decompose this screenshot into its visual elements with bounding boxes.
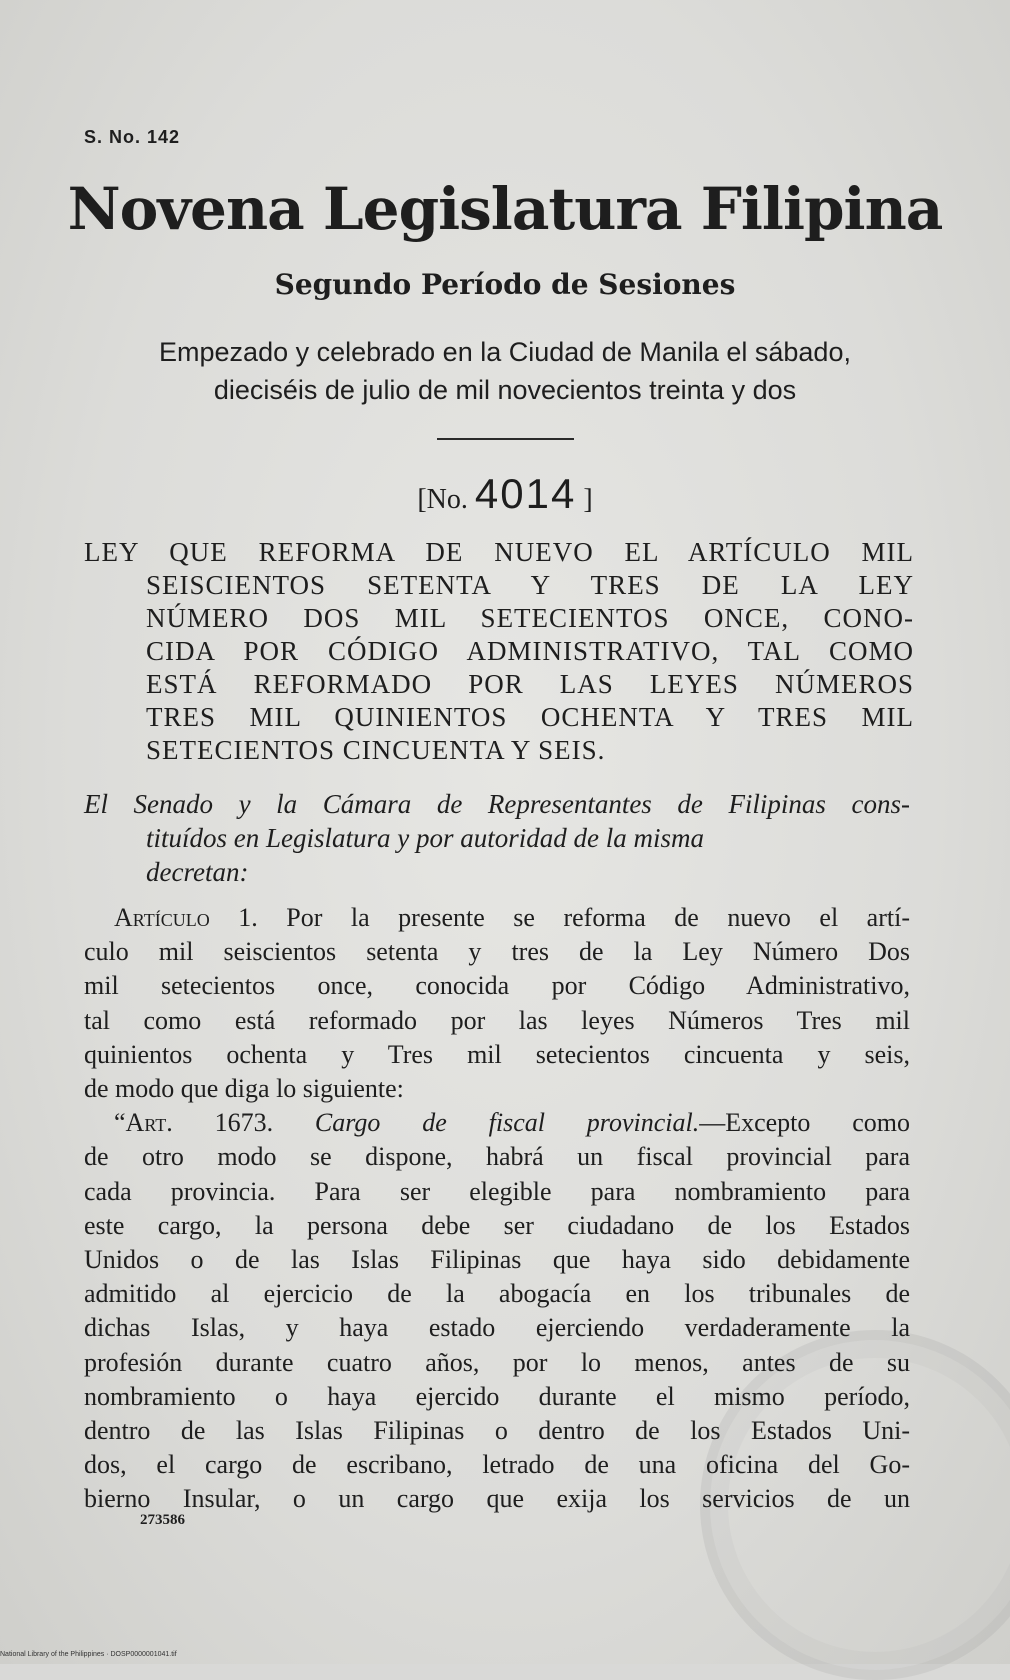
enacting-clause bbox=[84, 787, 910, 889]
article-1673-line: dos, el cargo de escribano, letrado de una oficina del Go- bbox=[84, 1450, 910, 1480]
article-1-label: Artículo 1. bbox=[114, 903, 258, 932]
article-1673-line: dentro de las Islas Filipinas o dentro de los Estados Uni- bbox=[84, 1416, 910, 1446]
article-1673-line: nombramiento o haya ejercido durante el mismo período, bbox=[84, 1381, 910, 1411]
session-subtitle: Segundo Período de Sesiones bbox=[274, 268, 736, 301]
law-title bbox=[84, 536, 914, 767]
law-title-line: CIDA POR CÓDIGO ADMINISTRATIVO, TAL COMO bbox=[146, 636, 914, 666]
article-1673-line: cada provincia. Para ser elegible para nombramiento para bbox=[84, 1176, 910, 1206]
article-1-line: de modo que diga lo siguiente: bbox=[84, 1074, 404, 1104]
article-1673-line bbox=[84, 1106, 910, 1140]
legislature-title: Novena Legislatura Filipina bbox=[67, 175, 943, 243]
law-title-line: ESTÁ REFORMADO POR LAS LEYES NÚMEROS bbox=[146, 669, 914, 699]
session-start-line-1: Empezado y celebrado en la Ciudad de Manila el sábado, bbox=[159, 337, 851, 367]
article-1673-number: 1673. bbox=[172, 1108, 315, 1138]
session-start-line-2: dieciséis de julio de mil novecientos treinta y dos bbox=[213, 375, 797, 405]
divider-rule bbox=[437, 438, 574, 440]
law-title-line: TRES MIL QUINIENTOS OCHENTA Y TRES MIL bbox=[146, 702, 914, 732]
enacting-line: decretan: bbox=[146, 857, 249, 887]
body-text bbox=[84, 901, 910, 1517]
article-1673-line: de otro modo se dispone, habrá un fiscal provincial para bbox=[84, 1142, 910, 1172]
act-number-value: 4014 bbox=[474, 470, 577, 517]
article-1673-line: Unidos o de las Islas Filipinas que haya sido debidamente bbox=[84, 1245, 910, 1275]
article-1673-text: —Excepto como bbox=[699, 1108, 910, 1138]
article-1-line: culo mil seiscientos setenta y tres de la Ley Número Dos bbox=[84, 937, 910, 967]
act-number-suffix: ] bbox=[583, 484, 593, 515]
print-code: 273586 bbox=[140, 1512, 185, 1528]
article-1-line: mil setecientos once, conocida por Código Administrativo, bbox=[84, 971, 910, 1001]
bill-number: S. No. 142 bbox=[84, 127, 181, 147]
article-1-line bbox=[84, 901, 910, 935]
article-1673-line: bierno Insular, o un cargo que exija los servicios de un bbox=[84, 1484, 910, 1514]
article-1673-heading: Cargo de fiscal provincial. bbox=[314, 1108, 700, 1138]
article-1673-line: dichas Islas, y haya estado ejerciendo verdaderamente la bbox=[84, 1313, 910, 1343]
article-1-line: tal como está reformado por las leyes Números Tres mil bbox=[84, 1005, 910, 1035]
session-start-date bbox=[0, 333, 1010, 409]
enacting-line: El Senado y la Cámara de Representantes de Filipinas cons- bbox=[84, 789, 910, 819]
act-number bbox=[0, 470, 1010, 518]
article-1673-line: este cargo, la persona debe ser ciudadano de los Estados bbox=[84, 1210, 910, 1240]
article-1673-line: profesión durante cuatro años, por lo menos, antes de su bbox=[84, 1347, 910, 1377]
archive-footer: National Library of the Philippines · DOSP0000001041.tif bbox=[0, 1651, 177, 1658]
law-title-line: SETECIENTOS CINCUENTA Y SEIS. bbox=[146, 735, 606, 765]
article-1673-line: admitido al ejercicio de la abogacía en los tribunales de bbox=[84, 1279, 910, 1309]
article-1-text: Por la presente se reforma de nuevo el artí- bbox=[257, 903, 910, 932]
law-title-line: LEY QUE REFORMA DE NUEVO EL ARTÍCULO MIL bbox=[84, 537, 914, 567]
article-1673-label: “Art. bbox=[114, 1108, 173, 1138]
article-1-line: quinientos ochenta y Tres mil setecientos cincuenta y seis, bbox=[84, 1039, 910, 1069]
act-number-prefix: [No. bbox=[417, 484, 468, 515]
law-title-line: SEISCIENTOS SETENTA Y TRES DE LA LEY bbox=[146, 570, 914, 600]
law-title-line: NÚMERO DOS MIL SETECIENTOS ONCE, CONO- bbox=[146, 603, 914, 633]
enacting-line: tituídos en Legislatura y por autoridad de la misma bbox=[146, 823, 705, 853]
